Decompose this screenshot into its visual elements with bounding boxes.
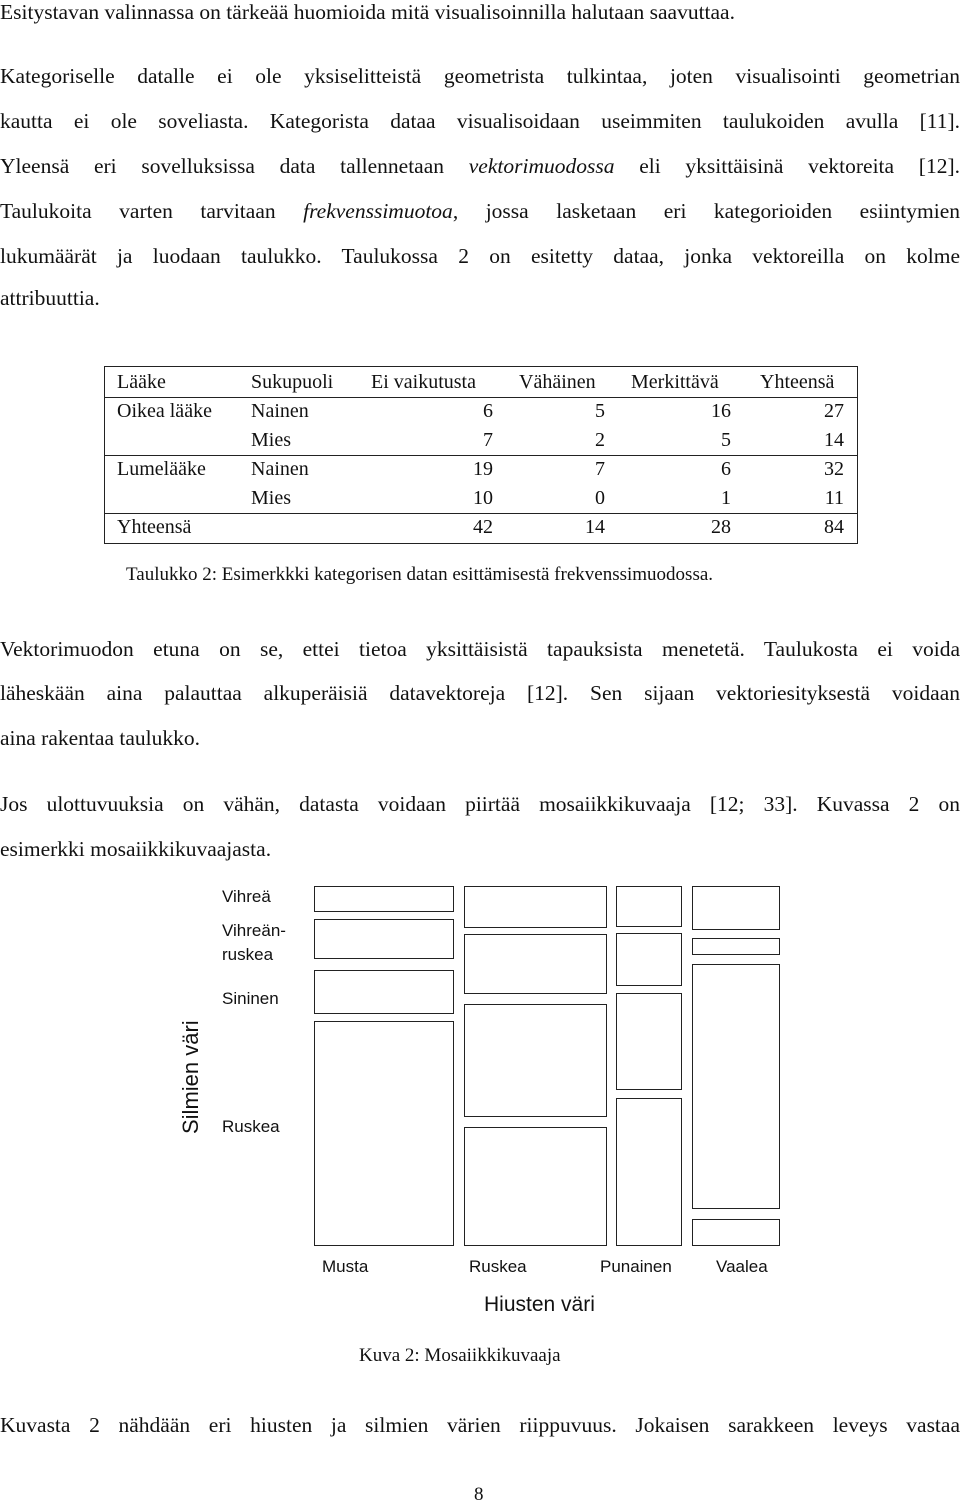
y-category-label: ruskea [222,945,274,964]
table-cell: 2 [595,429,605,451]
paragraph-intro: Esitystavan valinnassa on tärkeää huomioida mitä visualisoinnilla halutaan saavuttaa. [0,0,735,24]
mosaic-tile [692,938,780,955]
table-cell: 42 [473,516,493,538]
table-cell: Yhteensä [117,516,192,538]
paragraph-line: esimerkki mosaiikkikuvaajasta. [0,837,272,861]
table-cell: 19 [473,458,493,480]
y-category-label: Vihreän- [222,921,286,940]
paragraph-line: Kuvasta 2 nähdään eri hiusten ja silmien värien riippuvuus. Jokaisen sarakkeen leveys vastaa [0,1413,960,1437]
table-header: Ei vaikutusta [371,371,476,393]
table-cell: 16 [711,400,731,422]
y-axis-title: Silmien väri [178,1020,203,1134]
table-cell: 14 [585,516,605,538]
table-cell: Nainen [251,400,309,422]
paragraph-line: kautta ei ole soveliasta. Kategorista dataa visualisoidaan useimmiten taulukoiden avulla [11]. [0,109,960,133]
table-cell: Oikea lääke [117,400,212,422]
mosaic-tile [314,886,454,912]
mosaic-tile [692,886,780,930]
figure-caption: Kuva 2: Mosaiikkikuvaaja [359,1345,561,1366]
table-header: Lääke [117,371,166,393]
table-cell: 14 [824,429,844,451]
x-category-label: Vaalea [716,1257,768,1276]
table-header: Merkittävä [631,371,719,393]
mosaic-tile [616,886,682,927]
table-cell: 0 [595,487,605,509]
table-header: Vähäinen [519,371,596,393]
x-category-label: Ruskea [469,1257,527,1276]
x-category-label: Musta [322,1257,369,1276]
mosaic-tile [464,886,607,928]
frequency-table [104,366,858,544]
table-cell: 6 [721,458,731,480]
y-category-label: Ruskea [222,1117,280,1136]
y-category-label: Sininen [222,989,279,1008]
mosaic-tile [464,934,607,994]
table-cell: Mies [251,429,291,451]
paragraph-line: läheskään aina palauttaa alkuperäisiä datavektoreja [12]. Sen sijaan vektoriesityksestä voidaan [0,681,960,705]
table-cell: 84 [824,516,844,538]
table-cell: 6 [483,400,493,422]
table-cell: 1 [721,487,731,509]
paragraph-line: Jos ulottuvuuksia on vähän, datasta voidaan piirtää mosaiikkikuvaaja [12; 33]. Kuvassa 2 on [0,792,960,816]
table-cell: 28 [711,516,731,538]
table-cell: Lumelääke [117,458,206,480]
table-cell: 7 [483,429,493,451]
paragraph-line: Kategoriselle datalle ei ole yksiselitteistä geometrista tulkintaa, joten visualisointi geometrian [0,64,960,88]
table-cell: 32 [824,458,844,480]
paragraph-line: Taulukoita varten tarvitaan frekvenssimuotoa, jossa lasketaan eri kategorioiden esiintymien [0,199,960,223]
table-header: Yhteensä [760,371,835,393]
mosaic-tile [616,933,682,986]
table-cell: 5 [721,429,731,451]
paragraph-line: Vektorimuodon etuna on se, ettei tietoa yksittäisistä tapauksista menetetä. Taulukosta ei voida [0,637,960,661]
mosaic-tile [692,1219,780,1246]
table-cell: 11 [824,487,844,509]
table-cell: Nainen [251,458,309,480]
table-cell: 10 [473,487,493,509]
paragraph-line: attribuuttia. [0,286,100,310]
mosaic-tile [314,970,454,1014]
paragraph-line: aina rakentaa taulukko. [0,726,200,750]
table-cell: 5 [595,400,605,422]
table-header: Sukupuoli [251,371,334,393]
table-cell: Mies [251,487,291,509]
mosaic-tile [616,1098,682,1246]
table-caption: Taulukko 2: Esimerkkki kategorisen datan esittämisestä frekvenssimuodossa. [126,564,714,585]
mosaic-tile [692,964,780,1209]
page-number: 8 [474,1484,484,1505]
table-cell: 7 [595,458,605,480]
mosaic-tile [464,1127,607,1246]
table-cell: 27 [824,400,844,422]
emphasis-term: vektorimuodossa [468,154,615,178]
mosaic-tile [616,993,682,1090]
x-category-label: Punainen [600,1257,672,1276]
emphasis-term: frekvenssimuotoa [303,199,453,223]
paragraph-line: lukumäärät ja luodaan taulukko. Taulukossa 2 on esitetty dataa, jonka vektoreilla on kolme [0,244,960,268]
mosaic-tile [464,1004,607,1117]
x-axis-title: Hiusten väri [484,1293,595,1316]
y-category-label: Vihreä [222,887,271,906]
mosaic-tile [314,1021,454,1246]
paragraph-line: Yleensä eri sovelluksissa data tallennetaan vektorimuodossa eli yksittäisinä vektoreita [12]. [0,154,960,178]
mosaic-tile [314,919,454,959]
